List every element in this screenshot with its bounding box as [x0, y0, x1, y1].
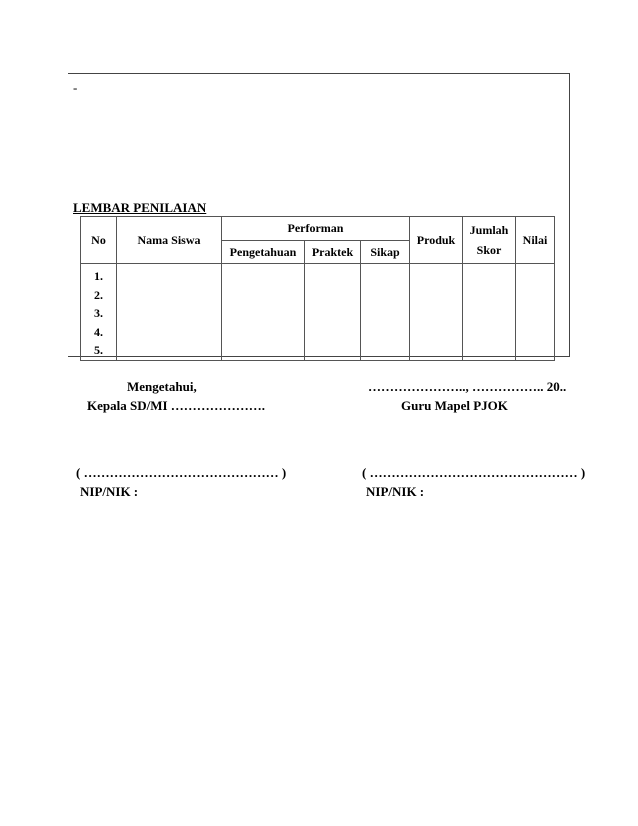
col-no: No [81, 217, 117, 264]
left-acknowledge: Mengetahui, [127, 379, 197, 394]
col-jumlah-skor [463, 217, 516, 264]
col-praktek: Praktek [305, 241, 361, 264]
cell-jumlah-skor [463, 264, 516, 361]
row-number: 4. [94, 324, 103, 339]
section-title: LEMBAR PENILAIAN [73, 200, 207, 215]
col-nilai: Nilai [516, 217, 555, 264]
right-name-line: ( ………………………………………… ) [362, 465, 586, 480]
col-produk: Produk [410, 217, 463, 264]
assessment-table [80, 216, 555, 361]
cell-produk [410, 264, 463, 361]
cell-pengetahuan [222, 264, 305, 361]
row-numbers [81, 264, 117, 361]
row-number: 2. [94, 287, 103, 302]
right-title: Guru Mapel PJOK [401, 398, 508, 413]
col-jumlah: Jumlah [469, 223, 509, 237]
col-nama-siswa: Nama Siswa [117, 217, 222, 264]
col-pengetahuan: Pengetahuan [222, 241, 305, 264]
col-performan: Performan [222, 217, 410, 241]
row-number: 3. [94, 306, 103, 320]
left-nip: NIP/NIK : [80, 484, 139, 499]
right-nip: NIP/NIK : [366, 484, 425, 499]
row-number: 5. [94, 343, 103, 357]
header-dash: - [73, 80, 78, 95]
cell-praktek [305, 264, 361, 361]
col-skor: Skor [476, 243, 502, 257]
left-title: Kepala SD/MI …………………. [87, 398, 266, 413]
cell-nilai [516, 264, 555, 361]
right-place-date: ………………….., …………….. 20.. [368, 379, 567, 394]
col-sikap: Sikap [361, 241, 410, 264]
row-number: 1. [94, 269, 103, 283]
cell-sikap [361, 264, 410, 361]
left-name-line: ( ……………………………………… ) [76, 465, 287, 480]
cell-nama-siswa [117, 264, 222, 361]
